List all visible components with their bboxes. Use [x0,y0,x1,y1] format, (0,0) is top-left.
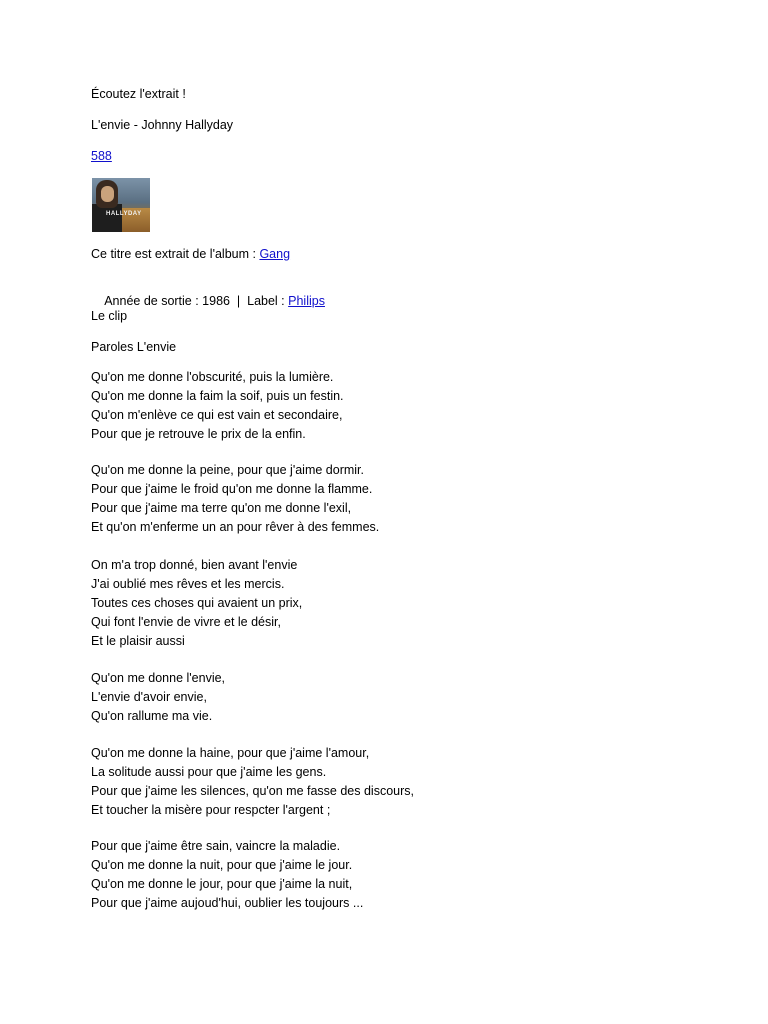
lyric-line: Pour que je retrouve le prix de la enfin. [91,427,306,441]
lyric-line: Et qu'on m'enferme un an pour rêver à des femmes. [91,520,380,534]
lyric-line: Pour que j'aime aujoud'hui, oublier les toujours ... [91,896,364,910]
count-link[interactable]: 588 [91,149,112,163]
lyrics-heading: Paroles L'envie [91,340,177,354]
lyric-line: Qu'on m'enlève ce qui est vain et secondaire, [91,408,343,422]
cover-title-text: HALLYDAY [106,211,142,217]
lyric-line: La solitude aussi pour que j'aime les gens. [91,765,327,779]
lyric-line: Qu'on me donne le jour, pour que j'aime la nuit, [91,877,353,891]
lyric-line: Pour que j'aime être sain, vaincre la maladie. [91,839,341,853]
lyric-line: J'ai oublié mes rêves et les mercis. [91,577,285,591]
year-label: Année de sortie : 1986 | Label : [104,294,289,308]
lyrics-stanza-5 [91,744,414,820]
lyric-line: Qui font l'envie de vivre et le désir, [91,615,281,629]
lyrics-stanza-6 [91,837,363,913]
album-line [91,246,290,262]
lyric-line: Qu'on me donne la haine, pour que j'aime l'amour, [91,746,370,760]
lyric-line: Pour que j'aime ma terre qu'on me donne l'exil, [91,501,352,515]
lyric-line: Et toucher la misère pour respcter l'argent ; [91,803,331,817]
lyric-line: Pour que j'aime le froid qu'on me donne la flamme. [91,482,373,496]
song-title: L'envie - Johnny Hallyday [91,118,234,132]
lyric-line: Qu'on me donne la faim la soif, puis un festin. [91,389,344,403]
lyric-line: Qu'on me donne l'obscurité, puis la lumière. [91,370,334,384]
cover-figure-face [101,186,114,202]
count-link-row [91,148,112,164]
lyric-line: Qu'on me donne l'envie, [91,671,226,685]
album-label: Ce titre est extrait de l'album : [91,247,260,261]
lyrics-stanza-3 [91,556,302,651]
lyric-line: Toutes ces choses qui avaient un prix, [91,596,303,610]
lyric-line: Et le plaisir aussi [91,634,185,648]
album-cover-image[interactable] [92,178,150,232]
lyric-line: L'envie d'avoir envie, [91,690,207,704]
cover-figure-body [92,204,122,232]
lyric-line: Qu'on me donne la nuit, pour que j'aime le jour. [91,858,353,872]
clip-heading: Le clip [91,309,128,323]
lyrics-stanza-2 [91,461,379,537]
album-link[interactable]: Gang [259,247,291,261]
lyric-line: Qu'on me donne la peine, pour que j'aime dormir. [91,463,364,477]
label-link[interactable]: Philips [288,294,325,308]
listen-extract-text: Écoutez l'extrait ! [91,87,186,101]
lyrics-stanza-1 [91,368,344,444]
lyric-line: Pour que j'aime les silences, qu'on me fasse des discours, [91,784,414,798]
lyrics-stanza-4 [91,669,225,726]
lyric-line: Qu'on rallume ma vie. [91,709,213,723]
lyric-line: On m'a trop donné, bien avant l'envie [91,558,298,572]
